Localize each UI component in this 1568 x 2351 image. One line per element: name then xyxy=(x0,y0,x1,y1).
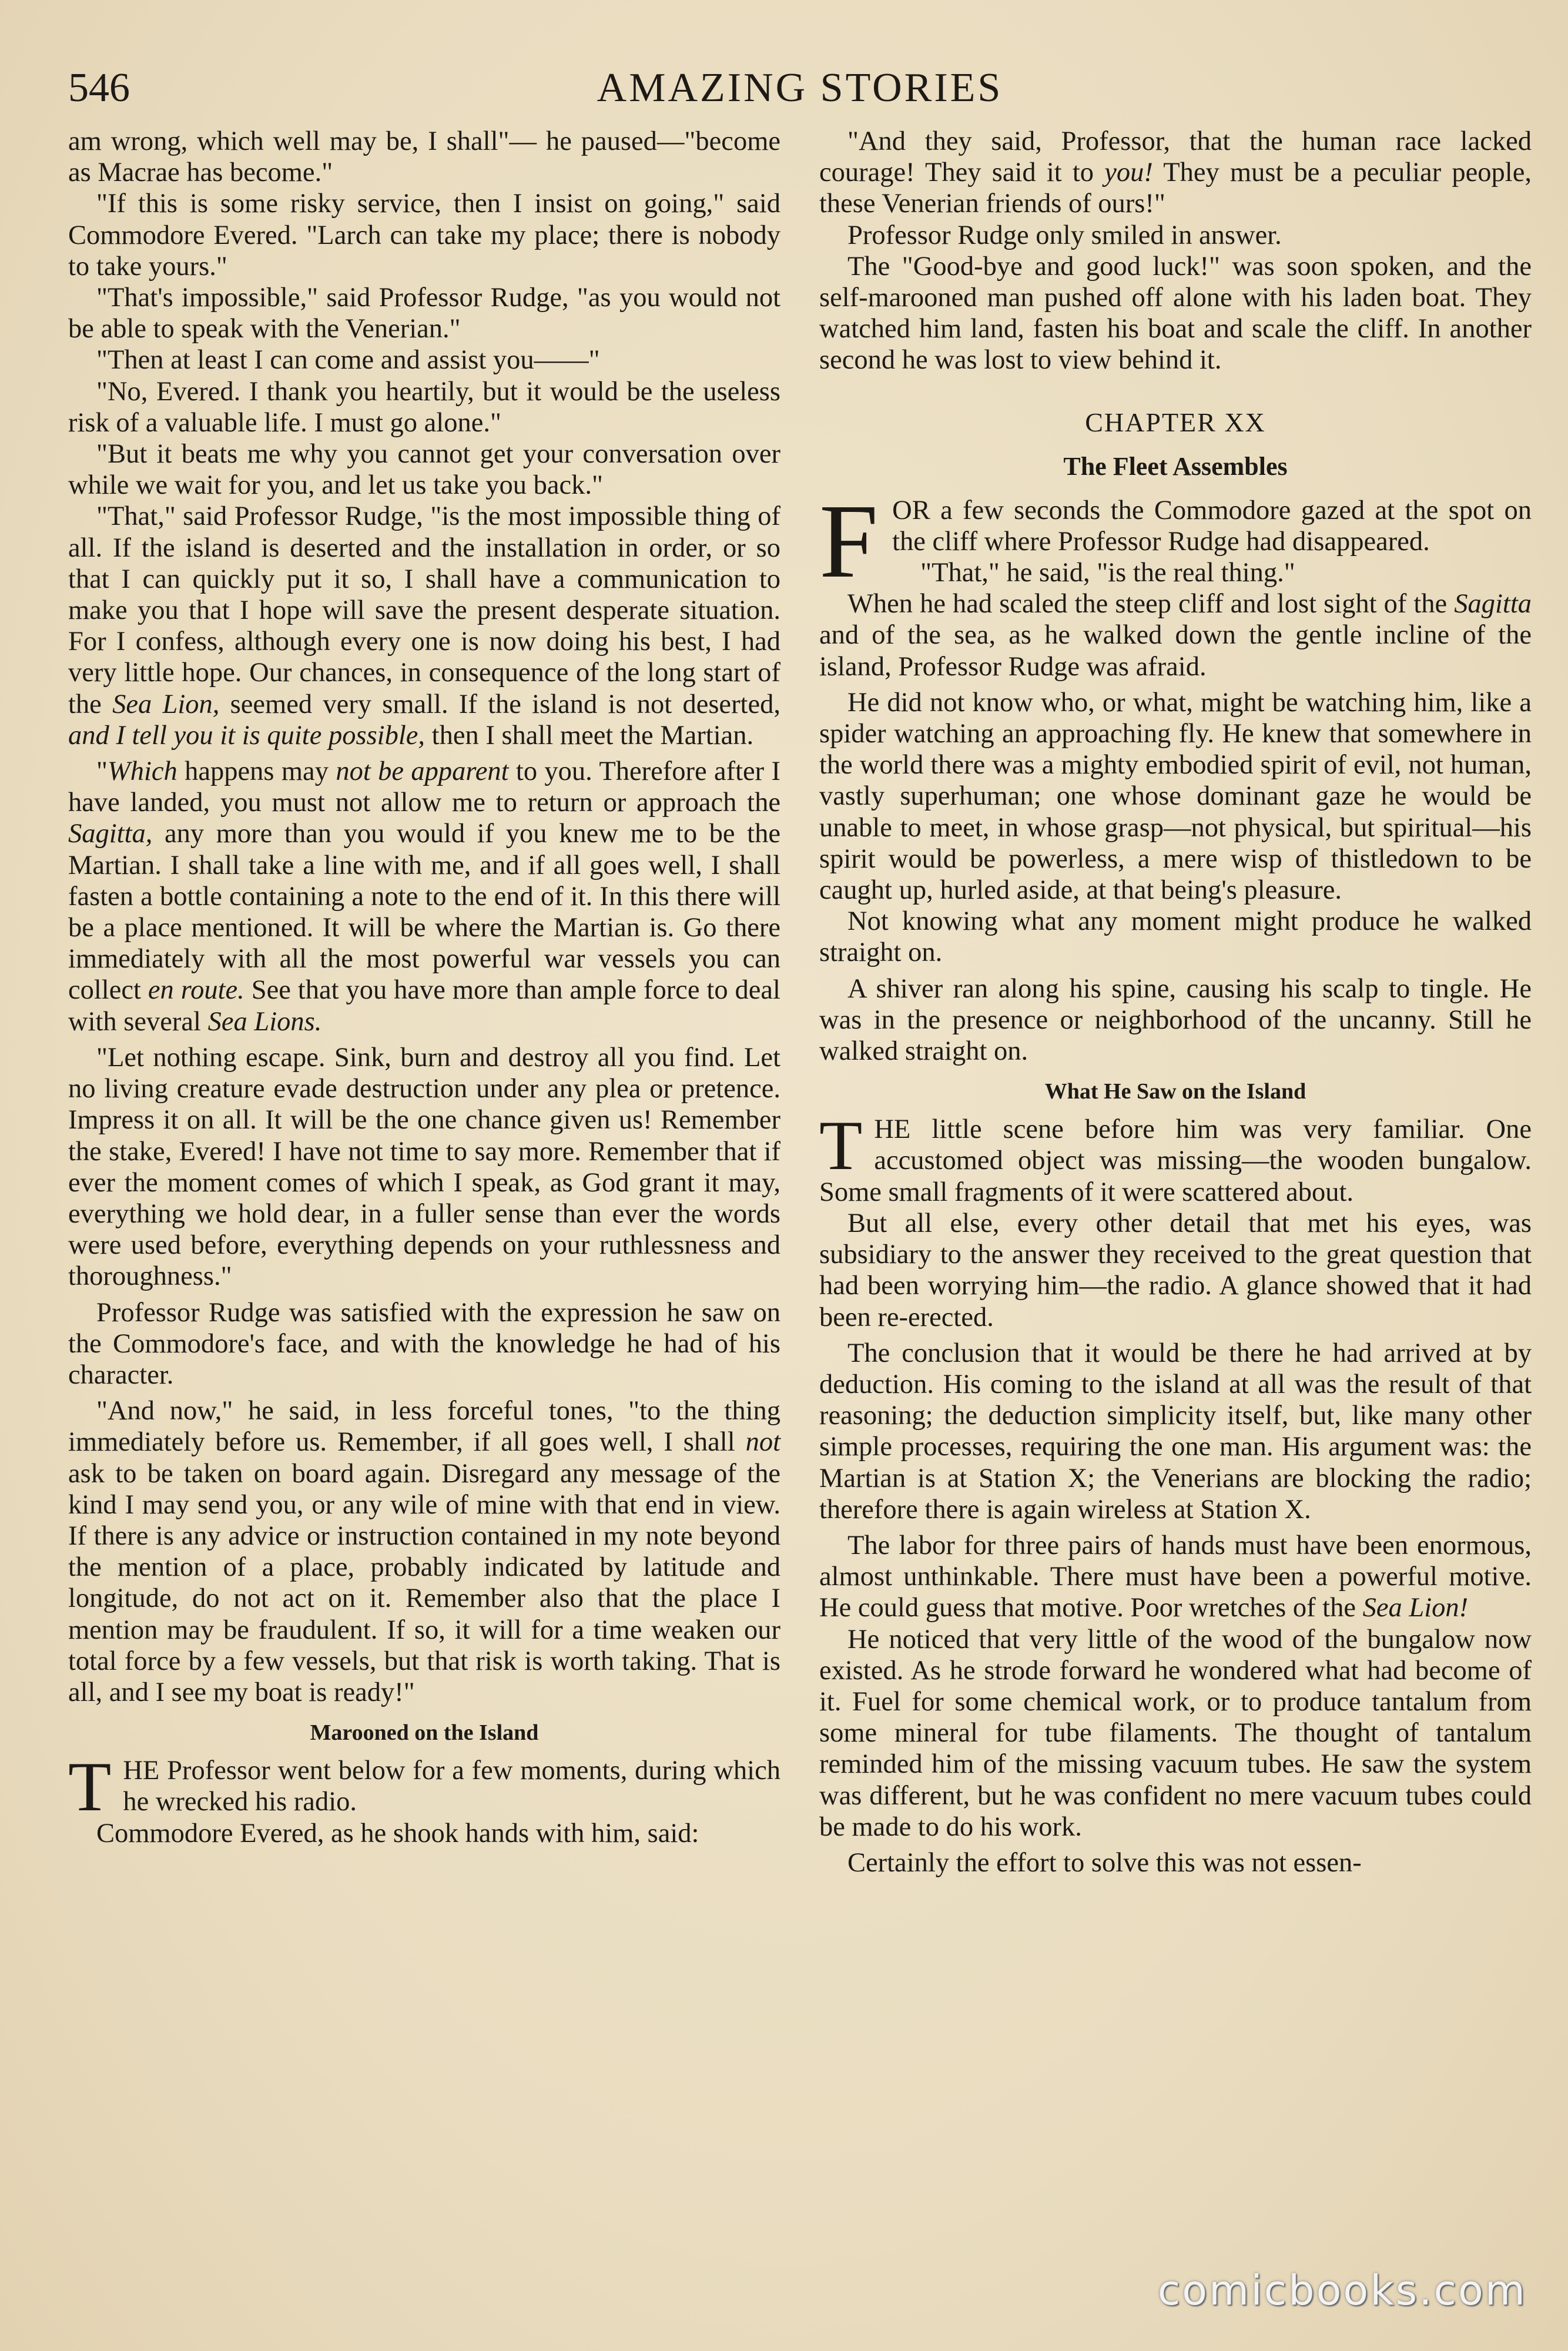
page-number: 546 xyxy=(68,65,130,110)
paragraph: "But it beats me why you cannot get your conversation over while we wait for you, and let us take you back." xyxy=(68,439,780,501)
paragraph: am wrong, which well may be, I shall"— he paused—"become as Macrae has become." xyxy=(68,126,780,188)
text-run: and of the sea, as he walked down the gentle incline of the island, Professor Rudge was afraid. xyxy=(819,620,1532,682)
emphasis: Which xyxy=(107,756,177,787)
paragraph xyxy=(819,126,1532,220)
text-run: When he had scaled the steep cliff and lost sight of the xyxy=(847,589,1455,619)
text-run: "And now," he said, in less forceful tones, "to the thing immediately before us. Remember, if all goes well, I shall xyxy=(68,1396,780,1458)
drop-cap: T xyxy=(68,1747,112,1826)
left-column xyxy=(68,126,780,1878)
ship-name: Sea Lions. xyxy=(207,1006,322,1037)
paragraph: The conclusion that it would be there he had arrived at by deduction. His coming to the island at all was the result of that reasoning; the deduction simplicity itself, but, like many other simple processes, requiring the one man. His argument was: the Martian is at Station X; the Venerians are blocking the radio; therefore there is again wireless at Station X. xyxy=(819,1338,1532,1525)
emphasis: not xyxy=(745,1427,780,1458)
text-run: They must be a peculiar people, these Venerian friends of ours!" xyxy=(819,158,1532,219)
section-subheading: What He Saw on the Island xyxy=(1044,1079,1306,1104)
chapter-title: The Fleet Assembles xyxy=(1063,451,1288,481)
text-run: any more than you would if you knew me to be the Martian. I shall take a line with me, and if all goes well, I shall fasten a bottle containing a note to the end of it. In this there will be a place mentioned. It will be where the Martian is. Go there immediately with all the most powerful war vessels you can collect xyxy=(68,819,780,1006)
chapter-number: CHAPTER XX xyxy=(1085,407,1266,437)
text-run: The labor for three pairs of hands must have been enormous, almost unthinkable. There must have been a powerful motive. He could guess that motive. Poor wretches of the xyxy=(819,1530,1532,1623)
text-run: OR a few seconds the Commodore gazed at the spot on the cliff where Professor Rudge had disappeared. xyxy=(892,495,1532,557)
paragraph xyxy=(819,1106,1532,1208)
emphasis: not be apparent xyxy=(336,756,509,787)
paragraph: "That's impossible," said Professor Rudge, "as you would not be able to speak with the Venerian." xyxy=(68,283,780,344)
right-column xyxy=(819,126,1532,1878)
text-run: then I shall meet the Martian. xyxy=(425,720,754,751)
paragraph: A shiver ran along his spine, causing his scalp to tingle. He was in the presence or neighborhood of the uncanny. Still he walked straight on. xyxy=(819,973,1532,1067)
paragraph: But all else, every other detail that met his eyes, was subsidiary to the answer they received to the great question that had been worrying him—the radio. A glance showed that it had been re-erected. xyxy=(819,1208,1532,1332)
emphasis: and I tell you it is quite possible, xyxy=(68,720,425,751)
text-run: happens may xyxy=(177,756,336,787)
paragraph xyxy=(68,756,780,1037)
text-run: "That," said Professor Rudge, "is the most impossible thing of all. If the island is deserted and the installation in order, or so that I can quickly put it so, I shall have a communication to make you that I hope will save the present desperate situation. For I confess, although every one is now doing his best, I had very little hope. Our chances, in consequence of the long start of the xyxy=(68,501,780,719)
paragraph xyxy=(819,1530,1532,1624)
text-run: HE Professor went below for a few moments, during which he wrecked his radio. xyxy=(123,1756,780,1817)
paragraph xyxy=(819,588,1532,682)
text-run: ask to be taken on board again. Disregard any message of the kind I may send you, or any wile of mine with that end in view. If there is any advice or instruction contained in my note beyond the mention of a place, probably indicated by latitude and longitude, do not act on it. Remember also that the place I mention may be fraudulent. If so, it will for a time weaken our total force by a few vessels, but that risk is worth taking. That is all, and I see my boat is ready!" xyxy=(68,1458,780,1707)
paragraph xyxy=(68,501,780,751)
paragraph: Certainly the effort to solve this was not essen- xyxy=(847,1847,1362,1878)
ship-name: Sea Lion, xyxy=(112,689,220,719)
paragraph: He noticed that very little of the wood of the bungalow now existed. As he strode forward he wondered what had become of it. Fuel for some chemical work, or to produce tantalum from some mineral for tube filaments. The thought of tantalum reminded him of the missing vacuum tubes. He saw the system was different, but he was confident no mere vacuum tubes could be made to do his work. xyxy=(819,1624,1532,1842)
text-run: HE little scene before him was very familiar. One accustomed object was missing—the wooden bungalow. Some small fragments of it were scattered about. xyxy=(819,1114,1532,1207)
emphasis: you! xyxy=(1104,158,1153,188)
paragraph: Not knowing what any moment might produce he walked straight on. xyxy=(819,906,1532,968)
paragraph: Professor Rudge was satisfied with the expression he saw on the Commodore's face, and with the knowledge he had of his character. xyxy=(68,1297,780,1390)
section-subheading: Marooned on the Island xyxy=(310,1720,539,1746)
paragraph: "No, Evered. I thank you heartily, but it would be the useless risk of a valuable life. I must go alone." xyxy=(68,376,780,438)
site-watermark: comicbooks.com xyxy=(1157,2266,1527,2315)
paragraph: Commodore Evered, as he shook hands with him, said: xyxy=(96,1818,699,1848)
paragraph: Professor Rudge only smiled in answer. xyxy=(847,220,1282,250)
emphasis: en route. xyxy=(148,975,244,1006)
paragraph xyxy=(68,1747,780,1826)
text-run: " xyxy=(96,756,108,787)
text-run: to you. Therefore after I have landed, you must not allow me to return or approach the xyxy=(68,756,780,818)
paragraph: "That," he said, "is the real thing." xyxy=(920,558,1295,588)
text-run: "And they said, Professor, that the human race lacked courage! They said it to xyxy=(819,126,1532,188)
paragraph xyxy=(68,1395,780,1708)
paragraph: "Then at least I can come and assist you——" xyxy=(96,345,600,376)
ship-name: Sagitta, xyxy=(68,819,153,849)
text-run: See that you have more than ample force to deal with several xyxy=(68,975,780,1037)
magazine-title: AMAZING STORIES xyxy=(597,65,1003,110)
ship-name: Sea Lion! xyxy=(1362,1593,1469,1623)
text-run: seemed very small. If the island is not deserted, xyxy=(219,689,780,719)
drop-cap: T xyxy=(819,1106,863,1185)
paragraph: "If this is some risky service, then I insist on going," said Commodore Evered. "Larch can take my place; there is nobody to take yours." xyxy=(68,189,780,282)
paragraph: He did not know who, or what, might be watching him, like a spider watching an approaching fly. He knew that somewhere in the world there was a mighty embodied spirit of evil, not human, vastly superhuman; one whose dominant gaze he would be unable to meet, in whose grasp—not physical, but spiritual—his spirit would be powerless, a mere wisp of thistledown to be caught up, hurled aside, at that being's pleasure. xyxy=(819,687,1532,906)
running-head xyxy=(68,65,1532,123)
drop-cap: F xyxy=(819,482,879,600)
paragraph: The "Good-bye and good luck!" was soon spoken, and the self-marooned man pushed off alone with his laden boat. They watched him land, fasten his boat and scale the cliff. In another second he was lost to view behind it. xyxy=(819,251,1532,376)
text-columns xyxy=(68,126,1532,1878)
paragraph: "Let nothing escape. Sink, burn and destroy all you find. Let no living creature evade destruction under any plea or pretence. Impress it on all. It will be the one chance given us! Remember the stake, Evered! I have not time to say more. Remember that if ever the moment comes of which I speak, as God grant it may, everything we hold dear, in a fuller sense than ever the words were used before, everything depends on your ruthlessness and thoroughness." xyxy=(68,1042,780,1292)
ship-name: Sagitta xyxy=(1454,589,1532,619)
